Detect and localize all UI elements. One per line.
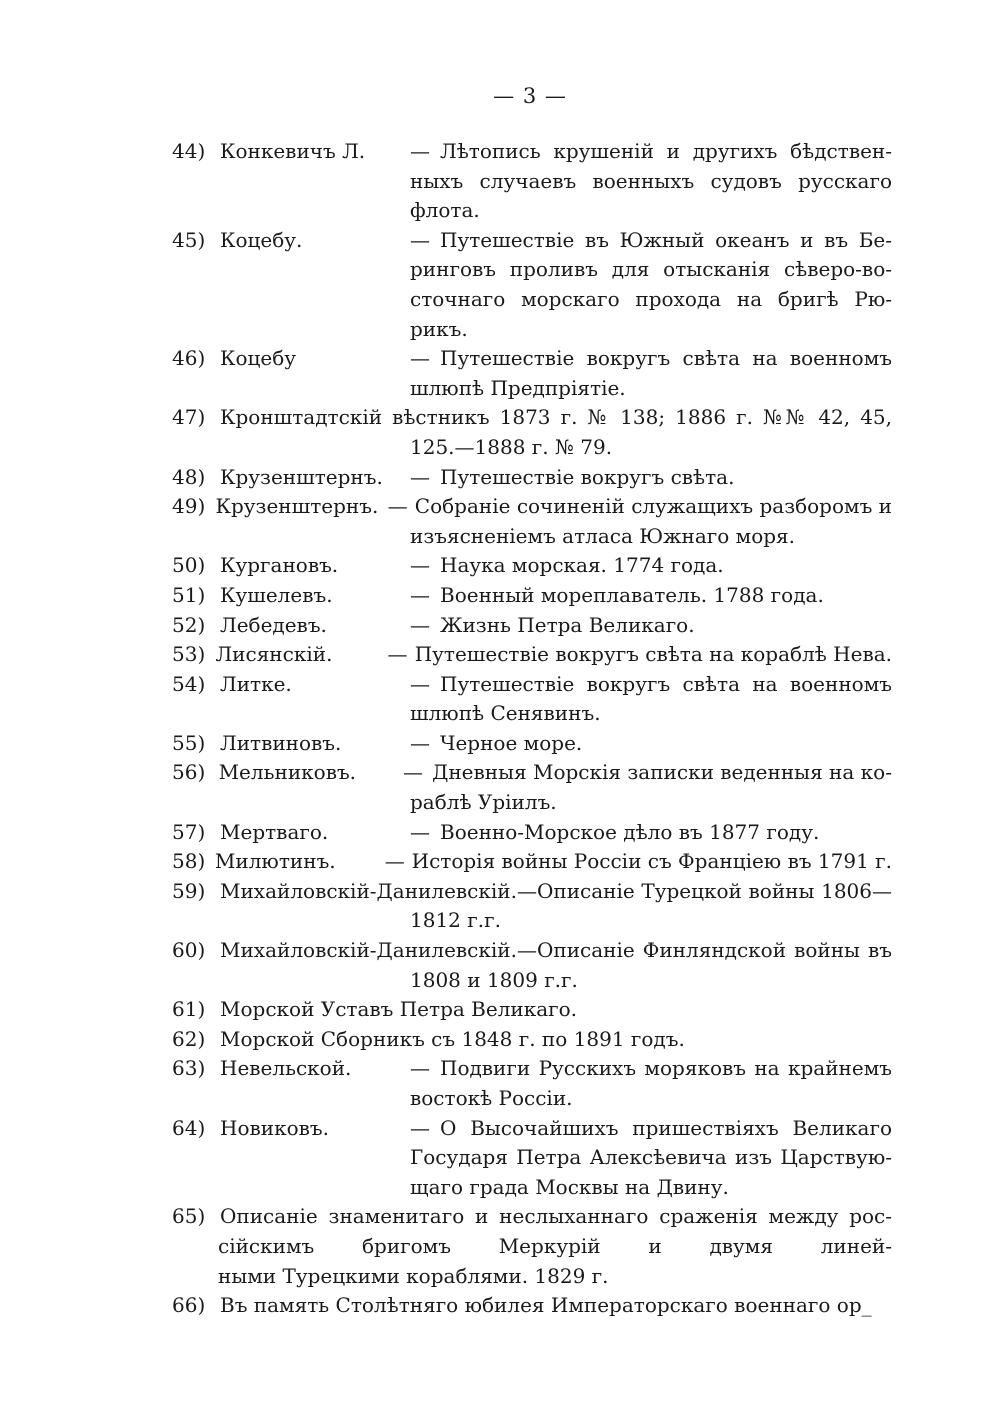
entry-title-line: Черное море. [440, 730, 583, 755]
bibliography-entry [172, 344, 892, 403]
entry-dash: — [410, 1056, 430, 1081]
entry-dash: — [410, 582, 430, 607]
entry-author: Михайловскій-Данилевскій.—Описаніе Турецкой войны 1806— [220, 878, 892, 903]
entry-author: Крузенштернъ. [215, 494, 379, 519]
bibliography-entry [172, 492, 892, 551]
bibliography-list [172, 137, 892, 1321]
entry-author: Милютинъ. [214, 849, 336, 874]
bibliography-entry [172, 640, 892, 670]
bibliography-entry [172, 729, 892, 759]
entry-title-line: Путешествіе вокругъ свѣта. [440, 464, 735, 489]
bibliography-entry [172, 818, 892, 848]
entry-number: 51) [172, 582, 206, 607]
entry-dash: — [402, 760, 423, 785]
entry-dash: — [387, 642, 408, 667]
page-number: — 3 — [493, 84, 567, 108]
entry-author: Невельской. [220, 1056, 352, 1081]
entry-continuation-line: изъясненіемъ атласа Южнаго моря. [410, 523, 796, 548]
entry-author: Кушелевъ. [220, 582, 333, 607]
entry-author: Кронштадтскій вѣстникъ 1873 г. № 138; 1886 г. №№ 42, 45, [220, 405, 892, 430]
entry-author: Лебедевъ. [220, 612, 327, 637]
entry-title-line: Путешествіе вокругъ свѣта на военномъ [440, 671, 892, 696]
entry-dash: — [410, 612, 430, 637]
entry-author: Литке. [220, 671, 292, 696]
bibliography-entry [172, 463, 892, 493]
entry-number: 63) [172, 1056, 206, 1081]
entry-continuation-line: шлюпѣ Сенявинъ. [410, 701, 601, 726]
entry-dash: — [410, 139, 430, 163]
entry-number: 49) [172, 494, 206, 519]
bibliography-entry [172, 1291, 892, 1321]
entry-author: Крузенштернъ. [220, 464, 383, 489]
entry-continuation-line: ринговъ проливъ для отысканія сѣверо-во- [410, 257, 892, 282]
entry-number: 66) [172, 1293, 206, 1318]
bibliography-entry [172, 1114, 892, 1203]
entry-author: Михайловскій-Данилевскій.—Описаніе Финляндской войны въ [220, 938, 892, 963]
bibliography-entry [172, 877, 892, 936]
entry-number: 50) [172, 553, 206, 578]
entry-title-line: Подвиги Русскихъ моряковъ на крайнемъ [440, 1056, 892, 1081]
bibliography-entry [172, 226, 892, 344]
bibliography-entry [172, 936, 892, 995]
entry-number: 45) [172, 227, 206, 252]
entry-number: 52) [172, 612, 206, 637]
entry-number: 65) [172, 1204, 206, 1229]
entry-author: Лисянскій. [215, 642, 333, 667]
entry-dash: — [410, 464, 430, 489]
entry-number: 48) [172, 464, 206, 489]
bibliography-entry [172, 1202, 892, 1291]
entry-dash: — [410, 671, 430, 696]
entry-dash: — [387, 494, 408, 519]
entry-number: 46) [172, 346, 206, 371]
entry-author: Морской Сборникъ съ 1848 г. по 1891 годъ. [220, 1026, 685, 1051]
entry-number: 55) [172, 730, 206, 755]
entry-author: Коцебу. [220, 227, 303, 252]
entry-title-line: Военно-Морское дѣло въ 1877 году. [440, 819, 820, 844]
entry-title-line: Военный мореплаватель. 1788 года. [440, 582, 824, 607]
entry-number: 58) [172, 849, 206, 874]
bibliography-entry [172, 995, 892, 1025]
entry-dash: — [410, 227, 430, 252]
entry-number: 54) [172, 671, 206, 696]
entry-title-line: О Высочайшихъ пришествіяхъ Великаго [440, 1115, 892, 1140]
entry-continuation-line: ными Турецкими кораблями. 1829 г. [218, 1263, 609, 1288]
entry-dash: — [410, 346, 430, 371]
entry-dash: — [410, 819, 430, 844]
entry-continuation-line: востокѣ Россіи. [410, 1086, 573, 1110]
entry-author: Кургановъ. [220, 553, 339, 578]
entry-number: 64) [172, 1115, 206, 1140]
entry-continuation-line: сійскимъ бригомъ Меркурій и двумя линей- [218, 1233, 892, 1258]
entry-title-line: Жизнь Петра Великаго. [440, 612, 695, 637]
entry-continuation-line: сточнаго морскаго прохода на бригѣ Рю- [410, 286, 892, 311]
entry-author: Конкевичъ Л. [220, 139, 366, 163]
entry-title-line: Дневныя Морскія записки веденныя на ко- [432, 760, 892, 785]
entry-author: Мельниковъ. [218, 760, 357, 785]
entry-number: 60) [172, 938, 206, 963]
bibliography-entry [172, 581, 892, 611]
bibliography-entry [172, 551, 892, 581]
entry-author: Мертваго. [220, 819, 329, 844]
entry-number: 62) [172, 1026, 206, 1051]
entry-title-line: Наука морская. 1774 года. [440, 553, 724, 578]
entry-title-line: Путешествіе въ Южный океанъ и въ Бе- [440, 227, 892, 252]
entry-continuation-line: рикъ. [410, 316, 468, 341]
bibliography-entry [172, 758, 892, 817]
entry-continuation-line: 125.—1888 г. № 79. [410, 434, 613, 459]
entry-dash: — [410, 553, 430, 578]
entry-title-line: Лѣтопись крушеній и другихъ бѣдствен- [440, 139, 892, 163]
entry-continuation-line: шлюпѣ Предпріятіе. [410, 375, 626, 400]
entry-number: 61) [172, 997, 206, 1022]
entry-author: Литвиновъ. [220, 730, 342, 755]
entry-author: Коцебу [220, 346, 297, 371]
bibliography-entry [172, 670, 892, 729]
entry-continuation-line: ныхъ случаевъ военныхъ судовъ русскаго [410, 168, 892, 193]
entry-number: 47) [172, 405, 206, 430]
entry-title-line: Путешествіе вокругъ свѣта на военномъ [440, 346, 892, 371]
entry-number: 44) [172, 139, 206, 163]
entry-continuation-line: щаго града Москвы на Двину. [410, 1174, 729, 1199]
entry-author: Въ память Столѣтняго юбилея Императорскаго военнаго ор_ [220, 1293, 872, 1318]
entry-number: 57) [172, 819, 206, 844]
bibliography-entry [172, 403, 892, 462]
bibliography-entry [172, 1054, 892, 1113]
entry-dash: — [410, 1115, 430, 1140]
entry-author: Морской Уставъ Петра Великаго. [220, 997, 578, 1022]
entry-number: 59) [172, 878, 206, 903]
bibliography-entry [172, 137, 892, 226]
entry-continuation-line: раблѣ Уріилъ. [410, 790, 557, 815]
entry-title-line: Путешествіе вокругъ свѣта на кораблѣ Нева. [414, 642, 893, 667]
entry-title-line: Исторія войны Россіи съ Франціею въ 1791 г. [411, 849, 893, 874]
entry-author: Описаніе знаменитаго и неслыханнаго сраженія между рос- [220, 1204, 892, 1229]
entry-number: 53) [172, 642, 206, 667]
entry-dash: — [384, 849, 405, 874]
entry-author: Новиковъ. [220, 1115, 329, 1140]
entry-continuation-line: 1812 г.г. [410, 908, 501, 933]
bibliography-entry [172, 847, 892, 877]
entry-continuation-line: Государя Петра Алексѣевича изъ Царствую- [410, 1145, 892, 1170]
entry-number: 56) [172, 760, 206, 785]
bibliography-entry [172, 611, 892, 641]
bibliography-entry [172, 1025, 892, 1055]
entry-continuation-line: 1808 и 1809 г.г. [410, 967, 578, 992]
entry-dash: — [410, 730, 430, 755]
entry-continuation-line: флота. [410, 198, 480, 223]
entry-title-line: Собраніе сочиненій служащихъ разборомъ и [414, 494, 892, 519]
